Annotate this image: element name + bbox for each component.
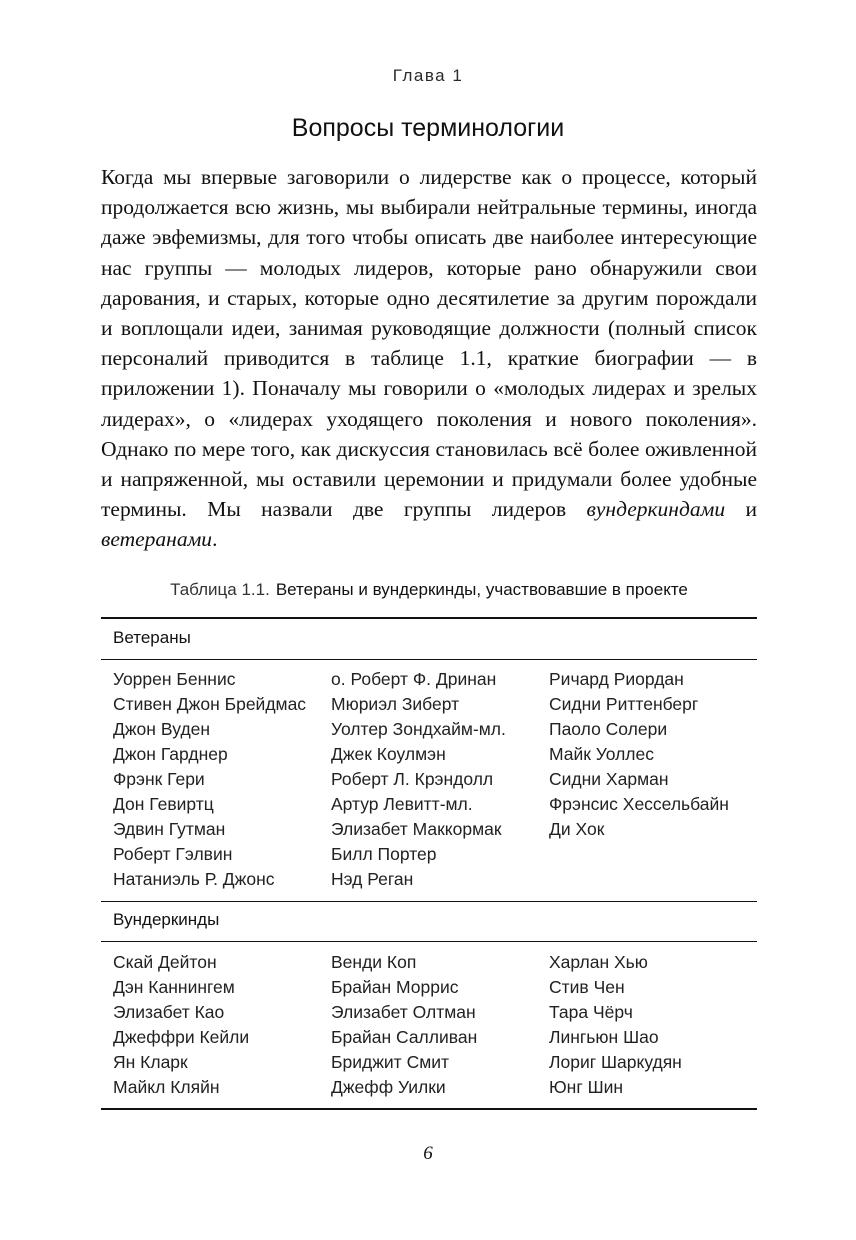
table-name-entry: Натаниэль Р. Джонс — [113, 869, 275, 889]
paragraph-italic-term-1: вундеркиндами — [586, 497, 726, 522]
table-name-entry: Брайан Моррис — [331, 977, 459, 997]
paragraph-text: Когда мы впервые заговорили о лидерстве как о процессе, который продолжается всю жизнь, мы выбирали нейтральные термины, иногда даже эвфемизмы, для того чтобы описать две наиболее интересующие нас группы — молодых лидеров, которые рано обнаружили свои дарования, и старых, которые одно десятилетие за другим порождали и воплощали идеи, занимая руководящие должности (полный список персоналий приводится в таблице 1.1, краткие биографии — в приложении 1). Поначалу мы говорили о «молодых лидерах и зрелых лидерах», о «лидерах уходящего поколения и нового поколения». Однако по мере того, как дискуссия становилась всё более оживленной и напряженной, мы оставили церемонии и придумали более удобные термины. Мы назвали две группы лидеров — [101, 165, 757, 522]
veterans-column-1 — [113, 667, 306, 892]
table-name-entry: Элизабет Олтман — [331, 1002, 476, 1022]
prodigies-header-rule — [101, 941, 757, 942]
prodigies-header: Вундеркинды — [113, 910, 220, 929]
table-name-entry: Фрэнсис Хессельбайн — [549, 794, 729, 814]
table-bottom-rule — [101, 1108, 757, 1110]
table-name-entry: Лингьюн Шао — [549, 1027, 659, 1047]
table-name-entry: Стивен Джон Брейдмас — [113, 694, 307, 714]
table-name-entry: Уолтер Зондхайм-мл. — [331, 719, 506, 739]
table-name-entry: Джеффри Кейли — [113, 1027, 250, 1047]
table-name-entry: Артур Левитт-мл. — [331, 794, 473, 814]
prodigies-column-1 — [113, 950, 249, 1100]
body-paragraph — [101, 162, 757, 555]
table-name-entry: Майкл Кляйн — [113, 1077, 220, 1097]
table-caption-label: Таблица 1.1. — [170, 580, 270, 599]
table-name-entry: Сидни Харман — [549, 769, 669, 789]
table-name-entry: Джефф Уилки — [331, 1077, 446, 1097]
section-title: Вопросы терминологии — [291, 114, 565, 142]
table-name-entry: Элизабет Маккормак — [331, 819, 502, 839]
paragraph-end: . — [212, 527, 218, 552]
table-name-entry: Джон Гарднер — [113, 744, 228, 764]
table-name-entry: Джек Коулмэн — [331, 744, 446, 764]
table-name-entry: Дон Гевиртц — [113, 794, 214, 814]
table-name-entry: Элизабет Као — [113, 1002, 225, 1022]
table-name-entry: Харлан Хью — [549, 952, 648, 972]
table-name-entry: Эдвин Гутман — [113, 819, 226, 839]
paragraph-conjunction: и — [725, 497, 757, 522]
table-name-entry: Паоло Солери — [549, 719, 668, 739]
table-caption-title: Ветераны и вундеркинды, участвовавшие в проекте — [275, 580, 688, 599]
table-name-entry: Билл Портер — [331, 844, 437, 864]
table-name-entry: Юнг Шин — [549, 1077, 624, 1097]
table-name-entry: Фрэнк Гери — [113, 769, 205, 789]
table-name-entry: Стив Чен — [549, 977, 625, 997]
table-name-entry: Дэн Каннингем — [113, 977, 235, 997]
page-number: 6 — [423, 1143, 433, 1164]
table-name-entry: Тара Чёрч — [549, 1002, 633, 1022]
table-name-entry: Ян Кларк — [113, 1052, 188, 1072]
table-name-entry: Мюриэл Зиберт — [331, 694, 460, 714]
paragraph-italic-term-2: ветеранами — [101, 527, 213, 552]
table-name-entry: Роберт Л. Крэндолл — [331, 769, 494, 789]
table-name-entry: Брайан Салливан — [331, 1027, 478, 1047]
veterans-header: Ветераны — [113, 628, 191, 647]
table-name-entry: Уоррен Беннис — [113, 669, 236, 689]
running-head: Глава 1 — [392, 66, 464, 85]
table-name-entry: Майк Уоллес — [549, 744, 654, 764]
table-name-entry: Бриджит Смит — [331, 1052, 450, 1072]
prodigies-column-2 — [331, 950, 477, 1100]
table-name-entry: Роберт Гэлвин — [113, 844, 233, 864]
veterans-header-rule — [101, 659, 757, 660]
table-name-entry: Сидни Риттенберг — [549, 694, 699, 714]
table-name-entry: Ричард Риордан — [549, 669, 684, 689]
table-name-entry: Джон Вуден — [113, 719, 211, 739]
table-top-rule — [101, 617, 757, 619]
table-name-entry: Скай Дейтон — [113, 952, 217, 972]
table-name-entry: Ди Хок — [549, 819, 605, 839]
table-name-entry: Венди Коп — [331, 952, 417, 972]
veterans-column-3 — [549, 667, 729, 842]
table-name-entry: Лориг Шаркудян — [549, 1052, 682, 1072]
table-name-entry: о. Роберт Ф. Дринан — [331, 669, 497, 689]
prodigies-column-3 — [549, 950, 682, 1100]
group-separator-rule — [101, 901, 757, 902]
veterans-column-2 — [331, 667, 506, 892]
table-caption — [101, 580, 757, 600]
table-name-entry: Нэд Реган — [331, 869, 414, 889]
